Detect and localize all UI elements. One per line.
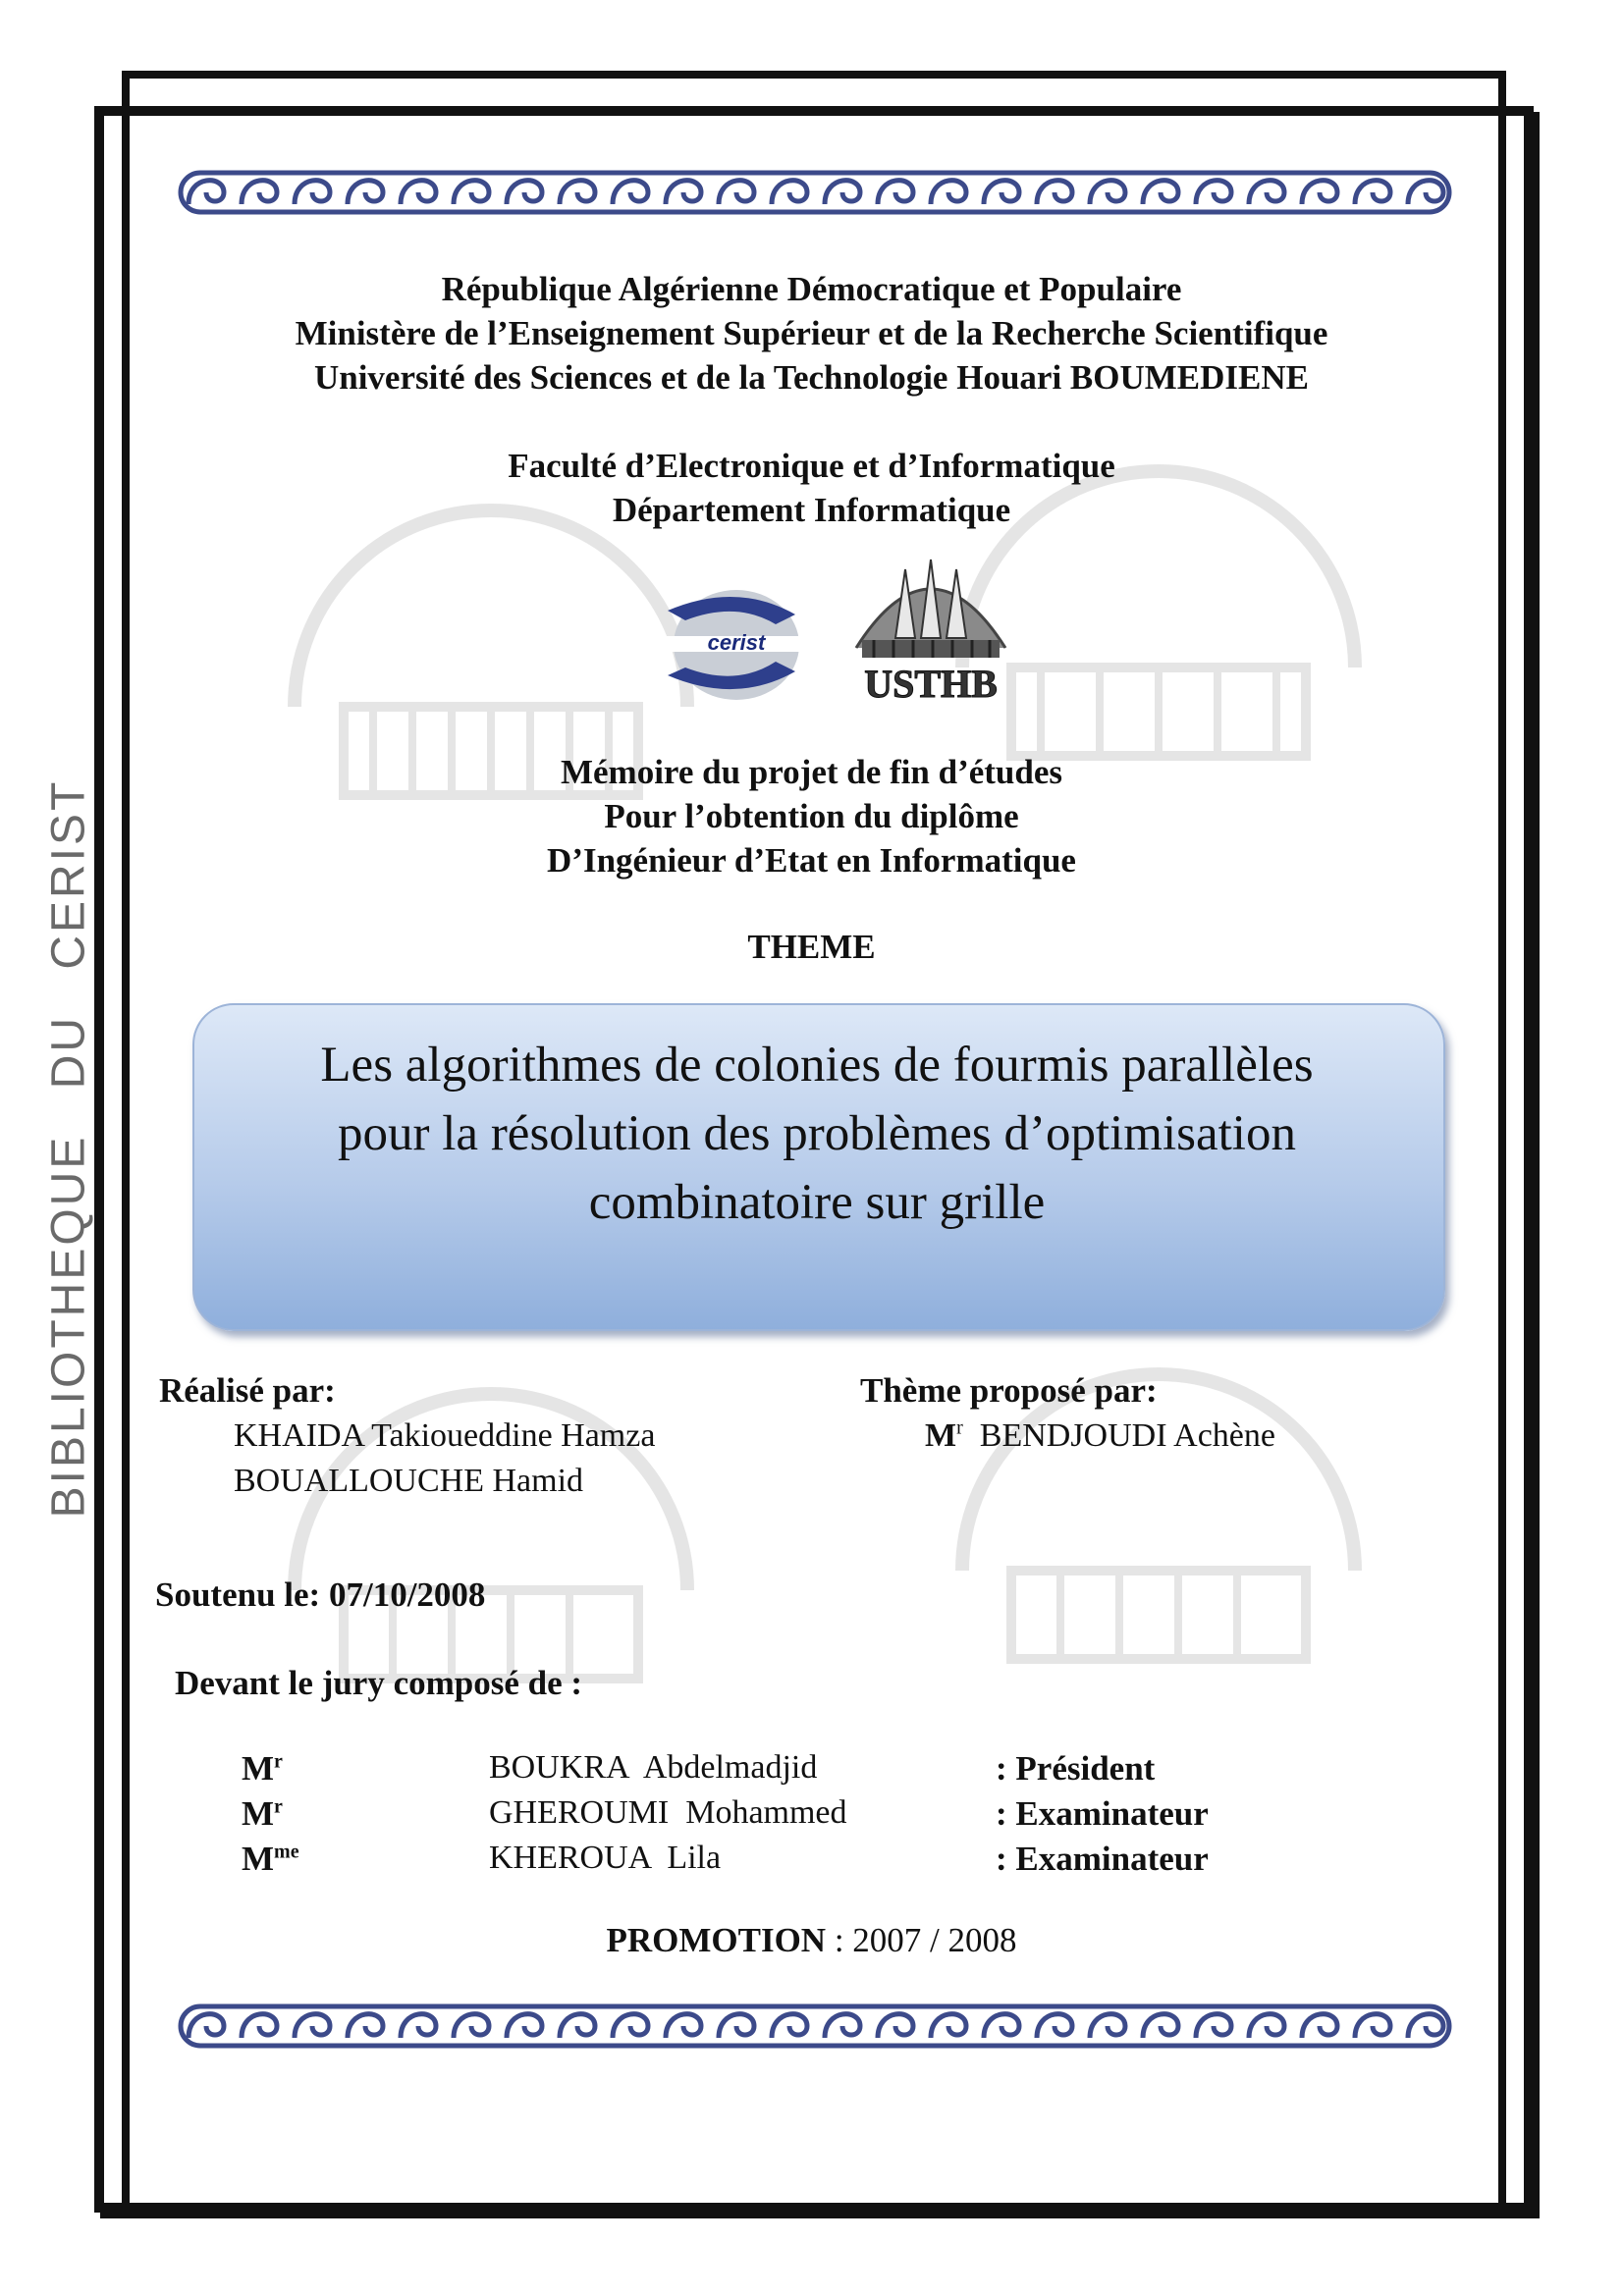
proposer-line: [860, 1414, 1275, 1459]
memoire-line-3: D’Ingénieur d’Etat en Informatique: [547, 841, 1076, 880]
jury-member-title-text: M: [242, 1840, 275, 1878]
jury-member-title-sup: r: [274, 1750, 283, 1773]
authors-block: [159, 1368, 655, 1504]
author-name-2: BOUALLOUCHE Hamid: [234, 1463, 584, 1499]
jury-member-title-sup: me: [274, 1841, 299, 1863]
promotion-label: PROMOTION: [606, 1921, 827, 1959]
jury-member-row: [242, 1749, 1322, 1794]
jury-member-title: [242, 1749, 283, 1789]
proposer-label: Thème proposé par:: [860, 1371, 1158, 1410]
promotion-line: [0, 1918, 1623, 1963]
jury-member-row: [242, 1794, 1322, 1840]
faculty-name: Faculté d’Electronique et d’Informatique: [508, 447, 1115, 485]
theme-title-line-1: Les algorithmes de colonies de fourmis parallèles: [320, 1038, 1314, 1093]
faculty-block: [0, 444, 1623, 532]
memoire-block: [0, 750, 1623, 882]
jury-member-role: : Examinateur: [996, 1840, 1209, 1878]
jury-member-name: GHEROUMI Mohammed: [489, 1794, 847, 1831]
author-name-1: KHAIDA Takioueddine Hamza: [234, 1417, 656, 1454]
memoire-line-2: Pour l’obtention du diplôme: [604, 797, 1019, 835]
promotion-value: : 2007 / 2008: [834, 1921, 1017, 1959]
memoire-line-1: Mémoire du projet de fin d’études: [560, 753, 1063, 791]
usthb-logo-text: USTHB: [864, 662, 998, 705]
proposer-name: BENDJOUDI Achène: [979, 1417, 1275, 1454]
header-republic: République Algérienne Démocratique et Populaire: [441, 270, 1182, 308]
header-university: Université des Sciences et de la Technologie Houari BOUMEDIENE: [313, 358, 1310, 397]
theme-title: [192, 1031, 1441, 1237]
header-ministry: Ministère de l’Enseignement Supérieur et de la Recherche Scientifique: [295, 314, 1328, 352]
watermark-emblem-bottom-right: [903, 1276, 1414, 1787]
theme-title-line-3: combinatoire sur grille: [588, 1175, 1046, 1230]
defense-date: Soutenu le: 07/10/2008: [155, 1575, 486, 1614]
jury-member-title: [242, 1794, 283, 1834]
jury-label: Devant le jury composé de :: [175, 1664, 583, 1702]
sidebar-library-stamp: BIBLIOTHEQUE DU CERIST: [42, 778, 95, 1519]
authors-label: Réalisé par:: [159, 1371, 336, 1410]
cerist-logo-text: cerist: [707, 630, 766, 655]
proposer-title-sup: r: [956, 1416, 963, 1439]
theme-heading: THEME: [747, 928, 876, 966]
jury-member-title-text: M: [242, 1794, 275, 1833]
jury-member-name: KHEROUA Lila: [489, 1840, 722, 1876]
usthb-logo: [846, 530, 1015, 705]
proposer-block: [860, 1368, 1275, 1459]
jury-member-title-text: M: [242, 1749, 275, 1788]
jury-member-role: : Examinateur: [996, 1794, 1209, 1833]
jury-member-title: [242, 1840, 299, 1879]
theme-title-line-2: pour la résolution des problèmes d’optimisation: [338, 1106, 1296, 1161]
ornament-border-bottom: [177, 1999, 1453, 2054]
jury-member-title-sup: r: [274, 1795, 283, 1818]
ornament-border-top: [177, 165, 1453, 220]
header-block: [0, 267, 1623, 400]
jury-member-row: [242, 1840, 1322, 1885]
jury-member-role: : Président: [996, 1749, 1156, 1788]
cerist-logo: [628, 581, 844, 709]
jury-member-name: BOUKRA Abdelmadjid: [489, 1749, 818, 1786]
department-name: Département Informatique: [612, 491, 1011, 529]
proposer-title: M: [925, 1417, 957, 1454]
